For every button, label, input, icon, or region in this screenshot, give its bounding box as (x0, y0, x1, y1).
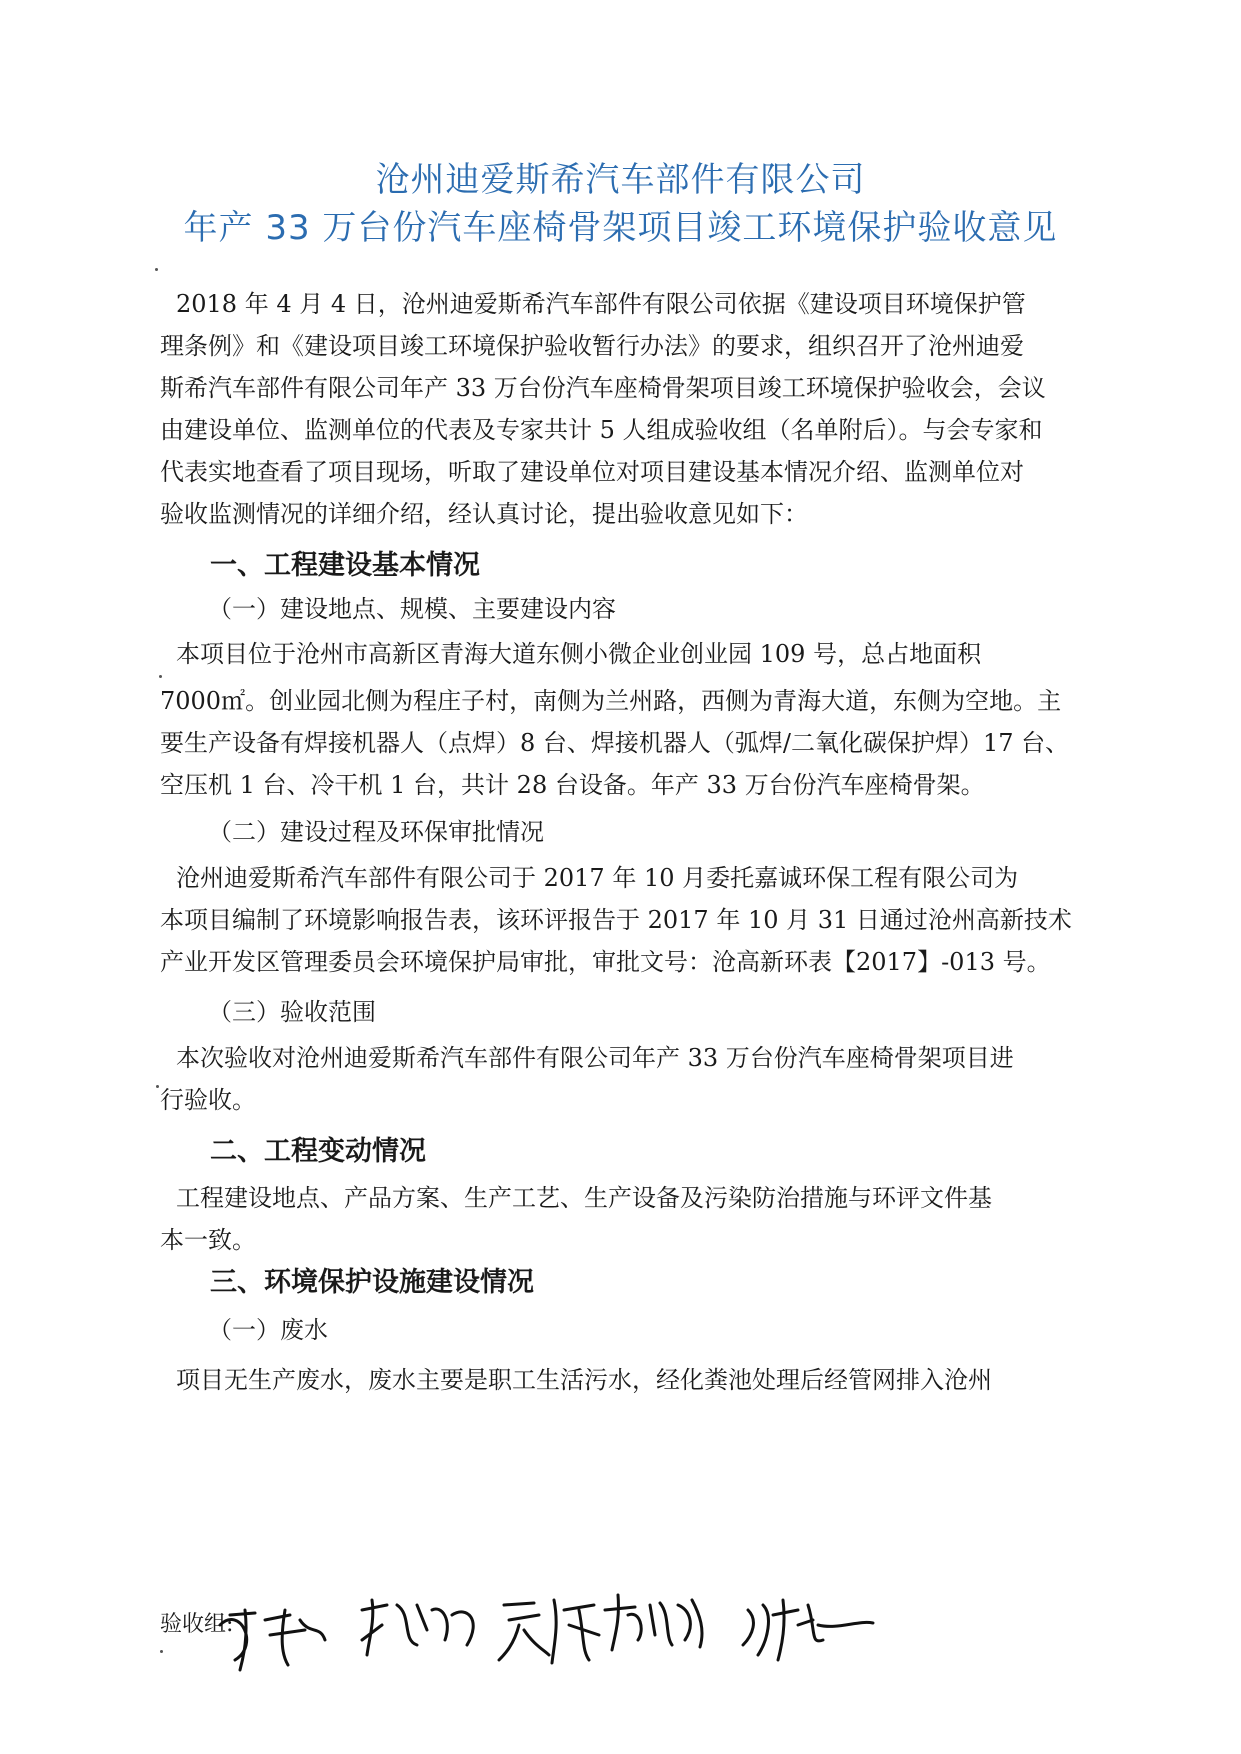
signature-2 (357, 1585, 487, 1665)
section-heading: 二、工程变动情况 (210, 1136, 426, 1167)
body-line: 行验收。 (160, 1086, 256, 1114)
body-line: 产业开发区管理委员会环境保护局审批，审批文号：沧高新环表【2017】-013 号。 (160, 948, 1051, 976)
body-line: 沧州迪爱斯希汽车部件有限公司于 2017 年 10 月委托嘉诚环保工程有限公司为 (176, 864, 1019, 892)
subsection-heading: （一）建设地点、规模、主要建设内容 (208, 595, 616, 623)
document-title-line2: 年产 33 万台份汽车座椅骨架项目竣工环境保护验收意见 (183, 208, 1058, 248)
signature-1 (210, 1585, 330, 1675)
subsection-heading: （一）废水 (208, 1316, 328, 1344)
body-line: 本项目位于沧州市高新区青海大道东侧小微企业创业园 109 号，总占地面积 (176, 640, 982, 668)
intro-line: 由建设单位、监测单位的代表及专家共计 5 人组成验收组（名单附后）。与会专家和 (160, 416, 1043, 444)
intro-line: 验收监测情况的详细介绍，经认真讨论，提出验收意见如下： (160, 500, 808, 528)
section-heading: 一、工程建设基本情况 (210, 550, 480, 581)
signature-label: 验收组: (160, 1612, 234, 1637)
document-title-line1: 沧州迪爱斯希汽车部件有限公司 (375, 160, 866, 200)
signature-3 (494, 1585, 604, 1665)
body-line: 本一致。 (160, 1226, 256, 1254)
body-line: 要生产设备有焊接机器人（点焊）8 台、焊接机器人（弧焊/二氧化碳保护焊）17 台、 (160, 729, 1070, 757)
intro-line: 斯希汽车部件有限公司年产 33 万台份汽车座椅骨架项目竣工环境保护验收会，会议 (160, 374, 1046, 402)
intro-line: 理条例》和《建设项目竣工环境保护验收暂行办法》的要求，组织召开了沧州迪爱 (160, 332, 1024, 360)
body-line: 本项目编制了环境影响报告表，该环评报告于 2017 年 10 月 31 日通过沧州高新技术 (160, 906, 1072, 934)
signature-5 (738, 1585, 878, 1665)
scan-speck (159, 675, 162, 678)
body-line: 工程建设地点、产品方案、生产工艺、生产设备及污染防治措施与环评文件基 (176, 1184, 992, 1212)
body-line: 空压机 1 台、冷干机 1 台，共计 28 台设备。年产 33 万台份汽车座椅骨架。 (160, 771, 985, 799)
section-heading: 三、环境保护设施建设情况 (210, 1267, 534, 1298)
subsection-heading: （三）验收范围 (208, 998, 376, 1026)
body-line: 项目无生产废水，废水主要是职工生活污水，经化粪池处理后经管网排入沧州 (176, 1366, 992, 1394)
signature-4 (600, 1585, 710, 1655)
body-line: 本次验收对沧州迪爱斯希汽车部件有限公司年产 33 万台份汽车座椅骨架项目进 (176, 1044, 1014, 1072)
scan-speck (156, 1085, 159, 1088)
body-line: 7000㎡。创业园北侧为程庄子村，南侧为兰州路，西侧为青海大道，东侧为空地。主 (160, 687, 1062, 715)
intro-line: 2018 年 4 月 4 日，沧州迪爱斯希汽车部件有限公司依据《建设项目环境保护管 (176, 290, 1026, 318)
subsection-heading: （二）建设过程及环保审批情况 (208, 818, 544, 846)
intro-line: 代表实地查看了项目现场，听取了建设单位对项目建设基本情况介绍、监测单位对 (160, 458, 1024, 486)
scan-speck (160, 1650, 163, 1653)
scan-speck (155, 268, 158, 271)
